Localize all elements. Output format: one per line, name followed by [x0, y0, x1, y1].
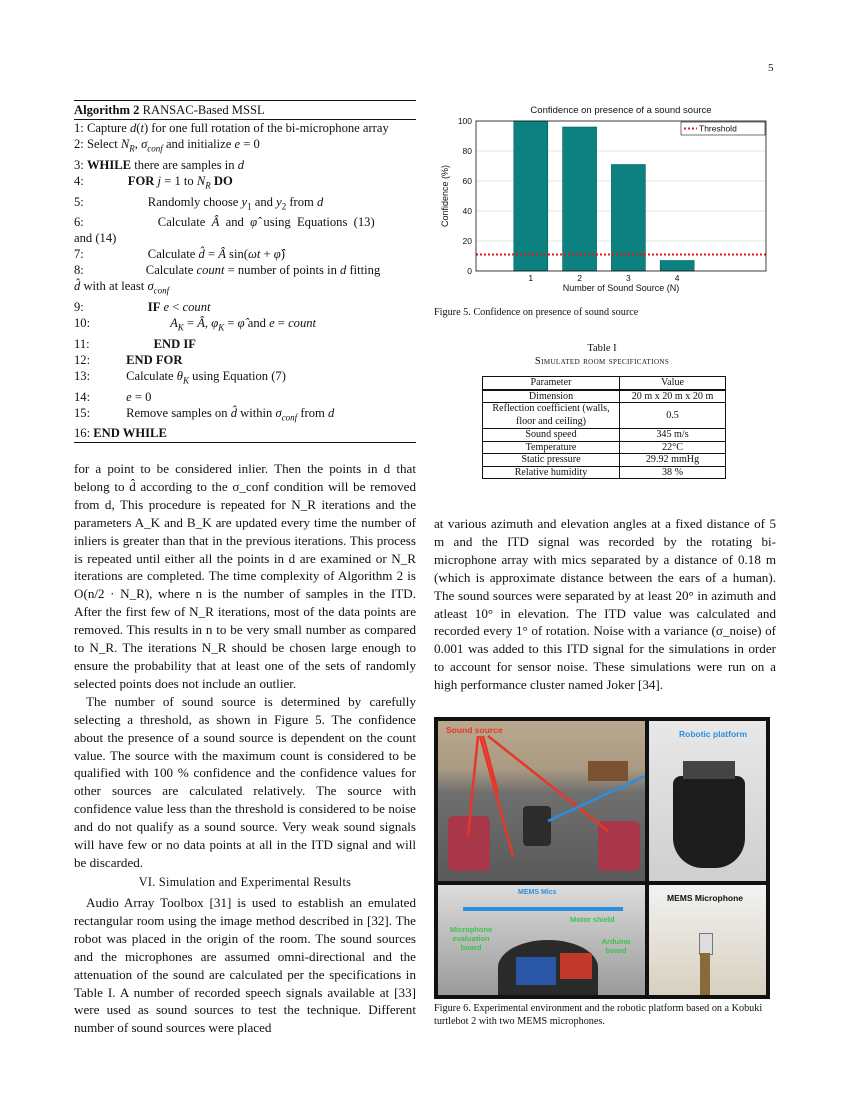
- table-row: [483, 454, 726, 467]
- table-row: [483, 429, 726, 442]
- y-axis-label: Confidence (%): [440, 164, 450, 228]
- legend-label: Threshold: [699, 123, 737, 134]
- y-tick-label: 20: [462, 236, 472, 246]
- table-cell: 22°C: [620, 441, 726, 454]
- y-tick-label: 100: [457, 116, 472, 126]
- y-tick-label: 80: [462, 146, 472, 156]
- bar: [563, 127, 597, 271]
- algorithm-title: [74, 101, 416, 119]
- paragraph-threshold: The number of sound source is determined by carefully selecting a threshold, as shown in Figure 5. The confidence about the presence of a sound source is dependent on the count value. The source with the maximum count is considered to be qualified with 100 % confidence and the confidence values for other sources are calculated relatively. The source with confidence value less than the threshold is considered to be noise and do not qualify as a sound source. Very weak sound signals will have few or no data points at all in the ITD signal and will be discarded.: [74, 693, 416, 870]
- algorithm-line: 4: FOR j = 1 to $N_R$ DO: [74, 173, 233, 191]
- figure6-photo: [434, 717, 770, 999]
- bar: [514, 121, 548, 271]
- robot-panel: [649, 721, 766, 881]
- table1-title: Simulated room specifications: [534, 356, 670, 367]
- x-tick-label: 4: [674, 273, 680, 283]
- figure5-chart: [434, 100, 770, 295]
- sound-source-label: Sound source: [446, 725, 503, 735]
- table-cell: Relative humidity: [483, 466, 620, 479]
- y-tick-label: 0: [467, 266, 472, 276]
- algorithm-line: and (14): [74, 231, 117, 246]
- table-header-cell: Parameter: [483, 377, 620, 390]
- mems-mics-label: MEMS Mics: [518, 889, 557, 896]
- table-header-row: [483, 377, 726, 390]
- section-heading: VI. Simulation and Experimental Results: [138, 875, 352, 889]
- room-scene-panel: [438, 721, 645, 881]
- mems-microphone-label: MEMS Microphone: [667, 893, 744, 903]
- table-cell: 29.92 mmHg: [620, 454, 726, 467]
- table-header-cell: Value: [620, 377, 726, 390]
- algorithm-line: 14: e = 0: [74, 389, 152, 404]
- mems-chip: [699, 933, 713, 955]
- robot-top: [683, 761, 735, 779]
- algorithm-name: RANSAC-Based MSSL: [139, 103, 265, 117]
- algorithm-label: Algorithm 2: [74, 103, 140, 117]
- table1: [482, 376, 726, 479]
- algorithm-line: 10: $A_K$ = Â, $\varphi_K$ = φ̂ and e = count: [74, 316, 317, 333]
- paragraph-simulation: Audio Array Toolbox [31] is used to establish an emulated rectangular room using the image method described in [32]. The robot was placed in the origin of the room. The sound sources and the microphones are assumed omni-directional and the attenuation of the sound are calculated per the specifications in Table I. A number of recorded speech signals available at [33] were used as sound sources to test the technique. Different number of sound sources were placed: [74, 895, 416, 1036]
- algorithm-line: 2: Select $N_R$, $\sigma_{conf}$ and initialize e = 0: [74, 137, 260, 154]
- figure5-caption: Figure 5. Confidence on presence of sound source: [434, 307, 639, 318]
- algorithm-line: 16: END WHILE: [74, 426, 167, 441]
- algorithm-line: d̂ with at least $\sigma_{conf}$: [74, 279, 170, 296]
- table-row: [483, 441, 726, 454]
- algorithm-line: 7: Calculate d̂ = Â sin(ωt + φ̂): [74, 247, 285, 262]
- table-row: [483, 466, 726, 479]
- algorithm-lines: [74, 120, 416, 441]
- table-cell: Sound speed: [483, 429, 620, 442]
- table-cell: Dimension: [483, 390, 620, 403]
- x-tick-label: 2: [577, 273, 582, 283]
- robot-body: [673, 776, 745, 868]
- mic-eval-label: Microphone evaluation board: [449, 925, 493, 952]
- paragraph-inlier: for a point to be considered inlier. Then the points in d that belong to d̂ according to the σ_conf condition will be removed from d, This procedure is repeated for N_R iterations and the parameters A_K and B_K are updated every time the number of inliers is greater than that in the previous iterations. This process is repeated until either all the points in d are examined or N_R iterations are completed. The time complexity of Algorithm 2 is O(n/2 · N_R), where n is the number of samples in the ITD. After the first few of N_R iterations, most of the data points are removed. This results in n to be very small number as compared to N_R. The iterations N_R should be chosen large enough to ensure the probability that at least one of the sets of randomly selected points does not include an outlier.: [74, 461, 416, 691]
- arduino-board: [560, 953, 592, 979]
- algorithm-line: 3: WHILE there are samples in d: [74, 157, 244, 172]
- page-number: 5: [768, 62, 774, 74]
- robotic-platform-label: Robotic platform: [679, 729, 747, 739]
- table-row: [483, 403, 726, 429]
- x-tick-label: 3: [626, 273, 631, 283]
- mems-mount: [700, 953, 710, 995]
- x-tick-label: 1: [528, 273, 534, 283]
- eval-board: [516, 957, 556, 985]
- algorithm-line: 9: IF e < count: [74, 300, 211, 315]
- left-column-bottom: [74, 894, 416, 1037]
- table-cell: Temperature: [483, 441, 620, 454]
- mems-panel: [649, 885, 766, 995]
- paragraph-placement: at various azimuth and elevation angles at a fixed distance of 5 m and the ITD signal was recorded by the rotating bi-microphone array with mics separated by a distance of 0.18 m (which is approximate distance between the ears of a human). The sound sources were separated by at least 20° in azimuth and atleast 10° in elevation. The ITD value was calculated and recorded every 1° of rotation. Noise with a variance (σ_noise) of 0.001 was added to this ITD signal for the simulations in order to account for sensor noise. These simulations were run on a high performance cluster named Joker [34].: [434, 516, 776, 693]
- algorithm-line: 5: Randomly choose $y_1$ and $y_2$ from d: [74, 194, 324, 212]
- table-cell: 0.5: [620, 403, 726, 429]
- boards-panel: [438, 885, 645, 995]
- algorithm-line: 8: Calculate count = number of points in d fitting: [74, 263, 381, 278]
- algorithm-line: 1: Capture d(t) for one full rotation of the bi-microphone array: [74, 121, 389, 136]
- chart-title: Confidence on presence of a sound source: [530, 105, 712, 116]
- algorithm-line: 12: END FOR: [74, 352, 183, 367]
- algorithm-line: 11: END IF: [74, 336, 196, 351]
- algorithm-line: 13: Calculate $\theta_K$ using Equation (7): [74, 368, 286, 386]
- left-column: [74, 460, 416, 872]
- x-axis-label: Number of Sound Source (N): [562, 283, 680, 293]
- motor-shield-label: Motor shield: [570, 915, 615, 924]
- y-tick-label: 60: [462, 176, 472, 186]
- table-cell: 38 %: [620, 466, 726, 479]
- y-tick-label: 40: [462, 206, 472, 216]
- algorithm-line: 6: Calculate Â and φ̂ using Equations (13): [74, 215, 375, 230]
- figure6-caption: Figure 6. Experimental environment and the robotic platform based on a Kobuki turtlebot 2 with two MEMS microphones.: [434, 1003, 763, 1027]
- algorithm-line: 15: Remove samples on d̂ within $\sigma_{conf}$ from d: [74, 405, 335, 423]
- table-cell: 345 m/s: [620, 429, 726, 442]
- algorithm-block: [74, 100, 416, 443]
- table1-label: Table I: [587, 343, 617, 354]
- table-row: [483, 390, 726, 403]
- arrows: [438, 721, 645, 881]
- table-cell: Static pressure: [483, 454, 620, 467]
- bar: [660, 261, 694, 272]
- table-cell: 20 m x 20 m x 20 m: [620, 390, 726, 403]
- table-cell: Reflection coefficient (walls, floor and ceiling): [483, 403, 620, 429]
- right-column: [434, 515, 776, 694]
- arduino-label: Arduino board: [601, 937, 631, 955]
- mic-bar: [463, 907, 623, 911]
